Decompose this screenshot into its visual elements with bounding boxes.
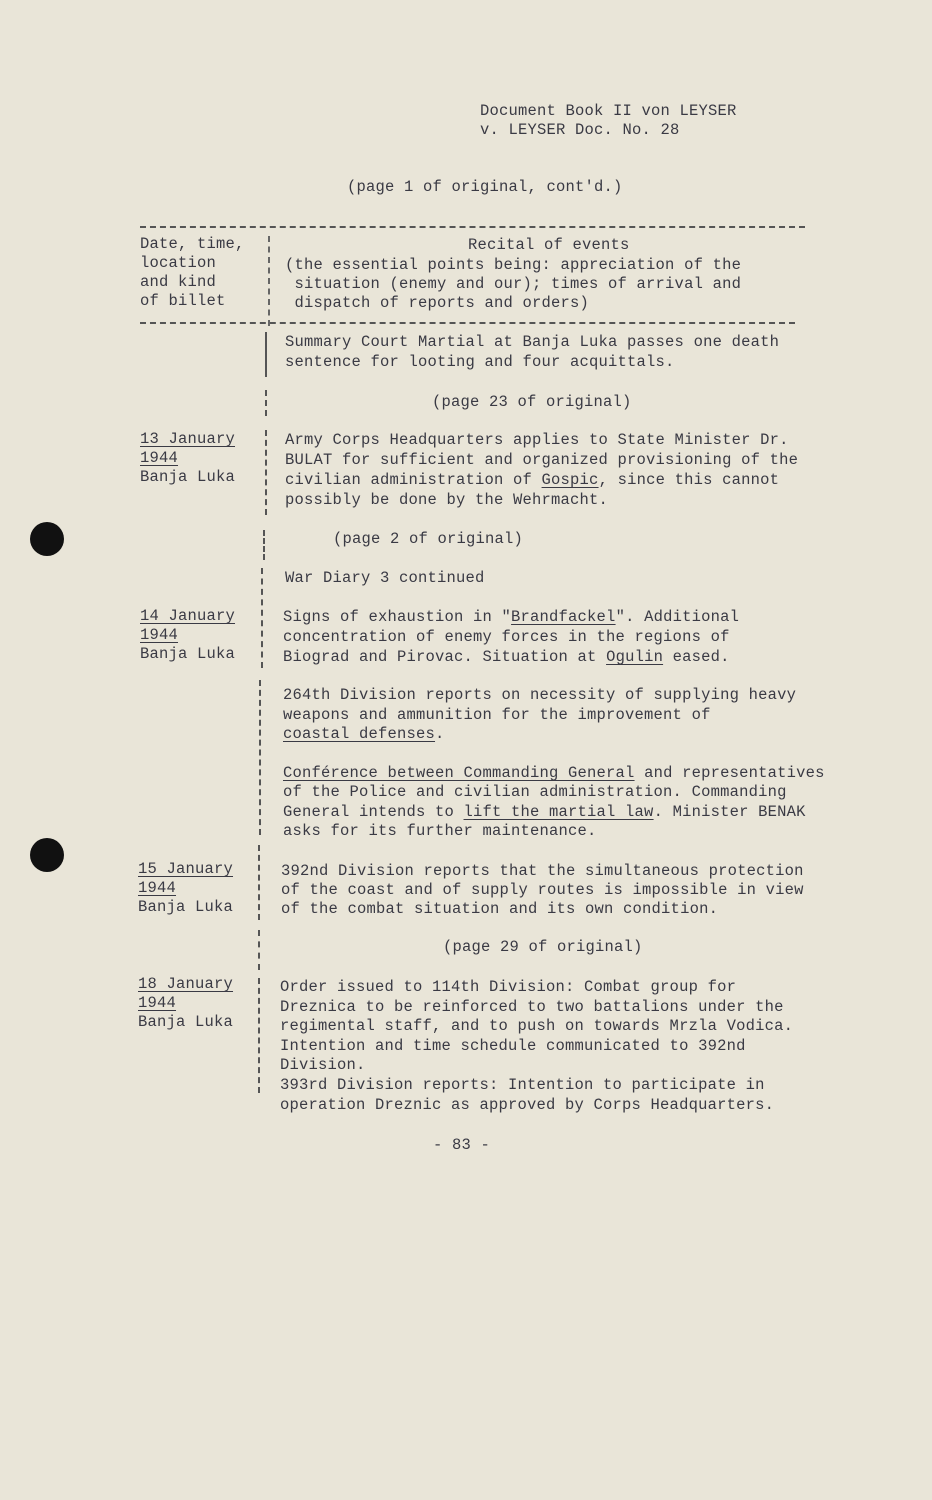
punch-hole [30, 838, 64, 872]
entry-location: Banja Luka [140, 645, 236, 663]
entry-year: 1944 [140, 626, 179, 644]
entry-location: Banja Luka [140, 468, 236, 486]
entry-text-part: , since this cannot [598, 471, 780, 489]
underlined-term: Conférence between Commanding General [283, 764, 635, 782]
underlined-term: Brandfackel [511, 608, 616, 626]
column-divider [261, 568, 263, 668]
entry-text: operation Dreznic as approved by Corps Headquarters. [280, 1096, 775, 1114]
entry-text: Army Corps Headquarters applies to State Minister Dr. [285, 431, 789, 449]
entry-text-part: Signs of exhaustion in " [283, 608, 512, 626]
entry-year: 1944 [138, 994, 177, 1012]
column-divider [258, 930, 260, 970]
column-divider [265, 332, 267, 377]
column-header-right-1: (the essential points being: appreciation of the [285, 256, 742, 274]
entry-year: 1944 [140, 449, 179, 467]
entry-text: Division. [280, 1056, 366, 1074]
column-divider [259, 680, 261, 835]
entry-text: Order issued to 114th Division: Combat group for [280, 978, 737, 996]
header-rule [140, 322, 795, 324]
page-note: (page 1 of original, cont'd.) [347, 178, 623, 196]
entry-text: Summary Court Martial at Banja Luka passes one death [285, 333, 780, 351]
column-header-left-3: and kind [140, 273, 217, 291]
entry-date: 15 January [138, 860, 234, 878]
entry-text: of the combat situation and its own condition. [281, 900, 719, 918]
entry-text-part: ". Additional [615, 608, 740, 626]
column-header-right-3: dispatch of reports and orders) [285, 294, 590, 312]
entry-text: of the coast and of supply routes is impossible in view [281, 881, 804, 899]
entry-location: Banja Luka [138, 1013, 234, 1031]
entry-text: Intention and time schedule communicated to 392nd [280, 1037, 746, 1055]
entry-text-part: and representatives [634, 764, 825, 782]
entry-text-part: Biograd and Pirovac. Situation at [283, 648, 607, 666]
top-rule [140, 226, 805, 228]
column-header-left-4: of billet [140, 292, 226, 310]
entry-location: Banja Luka [138, 898, 234, 916]
column-header-left-1: Date, time, [140, 235, 245, 253]
column-header-right-2: situation (enemy and our); times of arrival and [285, 275, 742, 293]
column-divider [258, 845, 260, 920]
page-reference: (page 23 of original) [432, 393, 632, 411]
page-reference: (page 29 of original) [443, 938, 643, 956]
entry-year: 1944 [138, 879, 177, 897]
entry-text: possibly be done by the Wehrmacht. [285, 491, 609, 509]
underlined-term: coastal defenses [283, 725, 436, 743]
entry-text [283, 648, 730, 668]
punch-hole [30, 522, 64, 556]
entry-text: of the Police and civilian administration. Commanding [283, 783, 787, 801]
entry-text-part: eased. [663, 648, 730, 666]
column-divider [263, 530, 265, 560]
entry-text: 393rd Division reports: Intention to participate in [280, 1076, 765, 1094]
column-divider [258, 978, 260, 1093]
entry-text [283, 764, 825, 784]
doc-header-line-1: Document Book II von LEYSER [480, 102, 737, 120]
entry-text-part: civilian administration of [285, 471, 542, 489]
entry-text [283, 803, 806, 823]
column-header-left-2: location [140, 254, 217, 272]
entry-text: sentence for looting and four acquittals. [285, 353, 675, 371]
entry-date: 18 January [138, 975, 234, 993]
entry-text: weapons and ammunition for the improvement of [283, 706, 711, 724]
entry-text: Dreznica to be reinforced to two battalions under the [280, 998, 784, 1016]
doc-header-line-2: v. LEYSER Doc. No. 28 [480, 121, 680, 139]
entry-text-part: General intends to [283, 803, 464, 821]
underlined-term: Gospic [541, 471, 599, 489]
column-divider [265, 430, 267, 515]
entry-date: 13 January [140, 430, 236, 448]
entry-text: asks for its further maintenance. [283, 822, 597, 840]
section-heading: War Diary 3 continued [285, 569, 485, 587]
underlined-term: Ogulin [606, 648, 664, 666]
underlined-term: lift the martial law [463, 803, 654, 821]
page-reference: (page 2 of original) [333, 530, 524, 548]
column-divider [265, 390, 267, 416]
page-number: - 83 - [433, 1136, 491, 1154]
entry-text [283, 608, 739, 628]
entry-text [285, 471, 779, 491]
entry-text [283, 725, 445, 745]
entry-text: BULAT for sufficient and organized provisioning of the [285, 451, 799, 469]
column-divider [268, 236, 270, 326]
entry-text-part: . Minister BENAK [653, 803, 806, 821]
entry-text-part: . [435, 725, 445, 743]
column-header-title: Recital of events [468, 236, 630, 254]
entry-text: 264th Division reports on necessity of supplying heavy [283, 686, 797, 704]
entry-date: 14 January [140, 607, 236, 625]
entry-text: 392nd Division reports that the simultaneous protection [281, 862, 804, 880]
entry-text: concentration of enemy forces in the regions of [283, 628, 730, 646]
entry-text: regimental staff, and to push on towards Mrzla Vodica. [280, 1017, 794, 1035]
